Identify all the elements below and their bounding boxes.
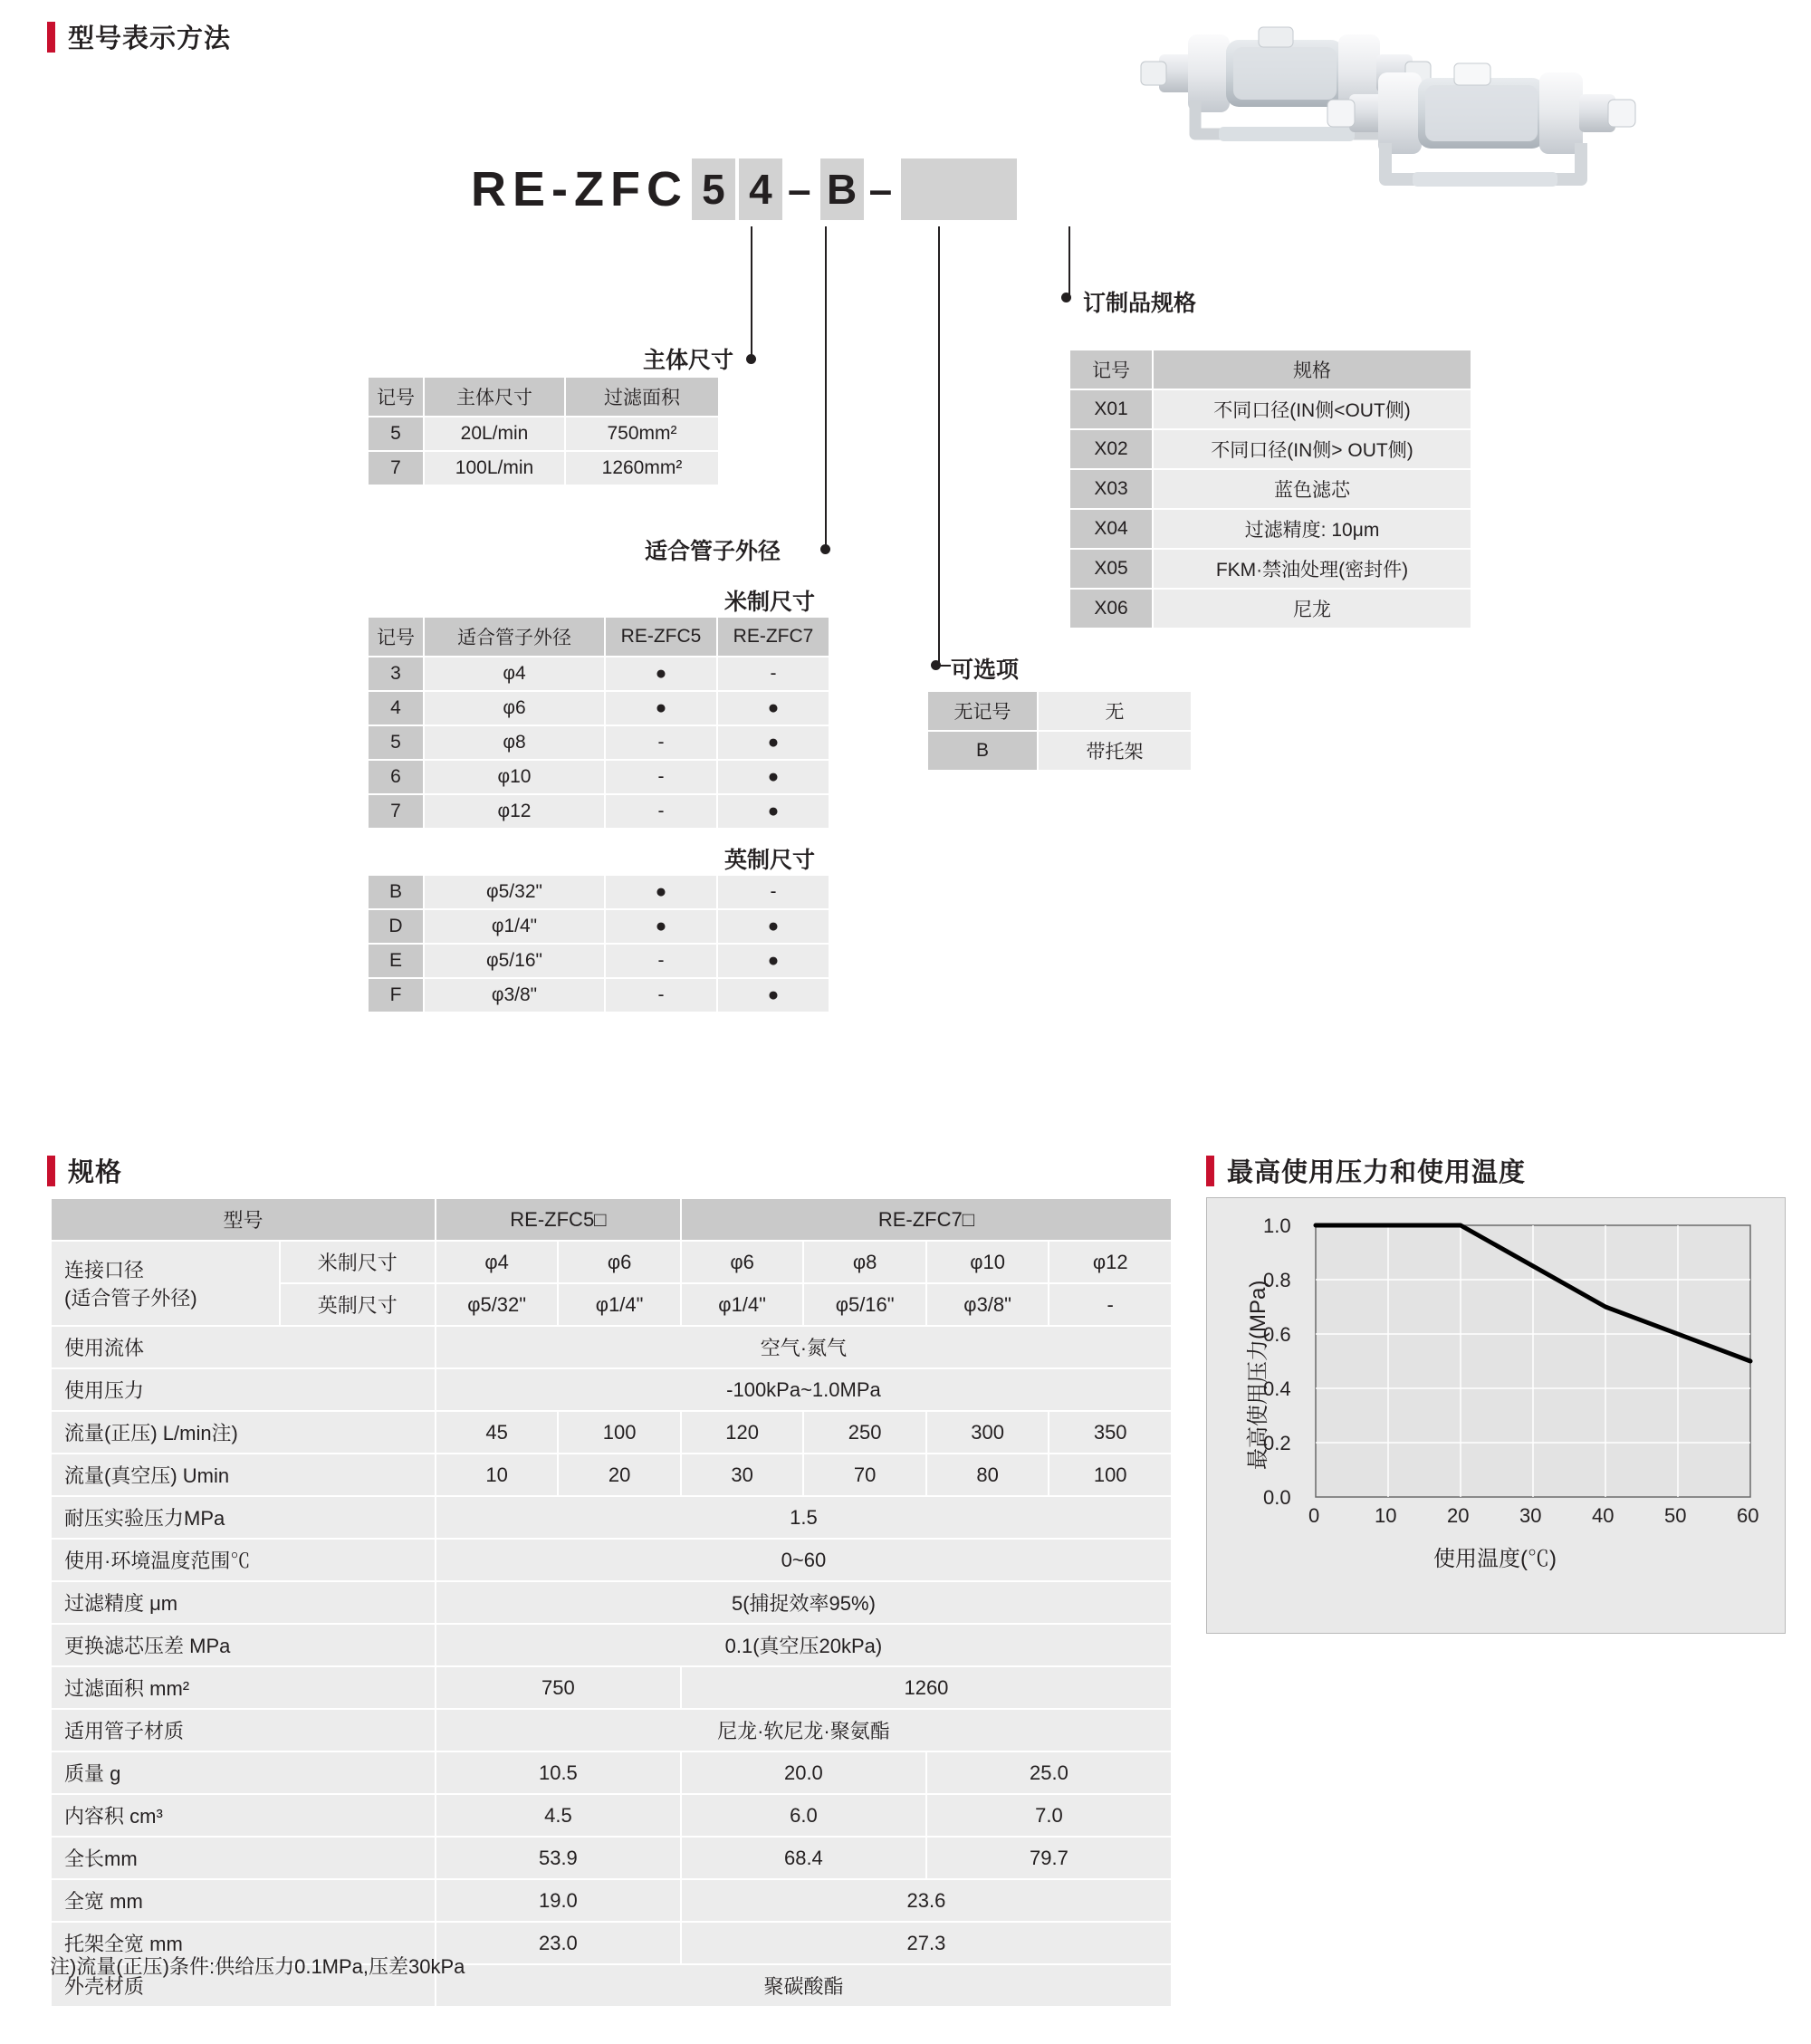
cell-avail-7: - (717, 657, 829, 691)
x-tick-0: 0 (1308, 1504, 1320, 1527)
row-label-length: 全长mm (51, 1837, 436, 1879)
row-value-flow-pos-5: 300 (926, 1411, 1049, 1454)
cell-avail-5: - (605, 760, 717, 794)
cell-option-desc: 带托架 (1038, 731, 1192, 771)
col-header-filter-area: 过滤面积 (565, 377, 719, 417)
body-size-table (367, 376, 720, 486)
table-row (51, 1751, 1172, 1794)
cell-filter-area: 1260mm² (565, 451, 719, 485)
cell-avail-7: ● (717, 944, 829, 978)
cell-inch-6: - (1049, 1283, 1172, 1326)
row-value-fluid: 空气·氮气 (436, 1326, 1172, 1368)
model-code-digit-body-size: 5 (692, 158, 735, 220)
row-value-bracket-width-2: 27.3 (681, 1922, 1172, 1964)
cell-avail-5: ● (605, 657, 717, 691)
callout-custom: 订制品规格 (1083, 291, 1197, 316)
leader-custom-dot (1061, 293, 1071, 302)
leader-body-size-vertical (751, 226, 752, 360)
row-value-flow-pos-3: 120 (681, 1411, 804, 1454)
col-header-code: 记号 (1069, 350, 1153, 389)
cell-code: B (927, 731, 1038, 771)
row-value-mass-1: 10.5 (436, 1751, 681, 1794)
row-value-flow-pos-1: 45 (436, 1411, 559, 1454)
row-value-proof-pressure: 1.5 (436, 1496, 1172, 1539)
cell-code: 5 (368, 417, 424, 451)
row-label-bracket-width: 托架全宽 mm (51, 1922, 436, 1964)
cell-avail-5: ● (605, 875, 717, 909)
table-row (1069, 389, 1471, 429)
y-tick-0-2: 0.2 (1263, 1432, 1291, 1454)
cell-code: X01 (1069, 389, 1153, 429)
row-label-flow-vacuum: 流量(真空压) Umin (51, 1454, 436, 1496)
row-label-proof-pressure: 耐压实验压力MPa (51, 1496, 436, 1539)
row-value-filtration: 5(捕捉效率95%) (436, 1581, 1172, 1624)
table-row (1069, 429, 1471, 469)
y-tick-1-0: 1.0 (1263, 1214, 1291, 1237)
table-row (927, 691, 1192, 731)
cell-spec: 不同口径(IN侧<OUT侧) (1153, 389, 1471, 429)
x-tick-60: 60 (1737, 1504, 1759, 1527)
row-label-flow-positive: 流量(正压) L/min注) (51, 1411, 436, 1454)
table-row (368, 875, 829, 909)
cell-filter-area: 750mm² (565, 417, 719, 451)
metric-tube-table (367, 616, 830, 830)
section-heading-model-code-label: 型号表示方法 (68, 24, 232, 53)
table-row (51, 1326, 1172, 1368)
callout-tube-od: 适合管子外径 (645, 539, 781, 564)
section-heading-spec-label: 规格 (68, 1158, 123, 1187)
row-value-housing-material: 聚碳酸酯 (436, 1964, 1172, 2007)
col-header-body-size: 主体尺寸 (424, 377, 565, 417)
pressure-temperature-chart (1206, 1197, 1786, 1634)
section-heading-chart (1206, 1152, 1526, 1189)
model-code-display (471, 158, 1017, 220)
row-value-flow-pos-4: 250 (803, 1411, 926, 1454)
cell-tube-od: φ5/32" (424, 875, 605, 909)
cell-code: X06 (1069, 589, 1153, 629)
cell-code: 5 (368, 725, 424, 760)
table-row (51, 1241, 1172, 1283)
leader-custom-vertical (1068, 226, 1070, 297)
section-heading-model-code (47, 18, 231, 55)
row-value-length-1: 53.9 (436, 1837, 681, 1879)
accent-bar (47, 1156, 55, 1186)
cell-code: 7 (368, 451, 424, 485)
cell-avail-7: ● (717, 725, 829, 760)
row-value-volume-3: 7.0 (926, 1794, 1172, 1837)
cell-avail-7: ● (717, 760, 829, 794)
row-value-tube-material: 尼龙·软尼龙·聚氨酯 (436, 1709, 1172, 1751)
cell-metric-6: φ12 (1049, 1241, 1172, 1283)
cell-code: D (368, 909, 424, 944)
table-header-row (368, 617, 829, 657)
port-label-line2: (适合管子外径) (64, 1287, 197, 1310)
cell-inch-3: φ1/4" (681, 1283, 804, 1326)
x-tick-40: 40 (1592, 1504, 1615, 1527)
table-row (368, 978, 829, 1012)
port-label-line1: 连接口径 (64, 1259, 145, 1281)
cell-spec: 尼龙 (1153, 589, 1471, 629)
row-value-filter-area-7: 1260 (681, 1666, 1172, 1709)
row-label-tube-material: 适用管子材质 (51, 1709, 436, 1751)
specification-table (50, 1197, 1173, 2008)
x-tick-20: 20 (1447, 1504, 1470, 1527)
row-value-flow-vac-5: 80 (926, 1454, 1049, 1496)
cell-spec: FKM·禁油处理(密封件) (1153, 549, 1471, 589)
row-label-pressure: 使用压力 (51, 1368, 436, 1411)
table-row (51, 1624, 1172, 1666)
cell-avail-5: - (605, 725, 717, 760)
table-row (1069, 509, 1471, 549)
row-value-length-2: 68.4 (681, 1837, 926, 1879)
table-row (51, 1837, 1172, 1879)
cell-code: 3 (368, 657, 424, 691)
row-label-mass: 质量 g (51, 1751, 436, 1794)
cell-tube-od: φ6 (424, 691, 605, 725)
model-code-prefix: RE-ZFC (471, 162, 688, 216)
row-value-bracket-width-1: 23.0 (436, 1922, 681, 1964)
table-row (51, 1879, 1172, 1922)
table-row (51, 1411, 1172, 1454)
row-value-filter-area-5: 750 (436, 1666, 681, 1709)
col-header-model: 型号 (51, 1198, 436, 1241)
row-value-flow-vac-2: 20 (558, 1454, 681, 1496)
callout-body-size: 主体尺寸 (643, 348, 734, 373)
cell-tube-od: φ4 (424, 657, 605, 691)
table-row (51, 1539, 1172, 1581)
chart-x-axis-title: 使用温度(℃) (1433, 1547, 1557, 1571)
cell-inch-2: φ1/4" (558, 1283, 681, 1326)
y-tick-0-4: 0.4 (1263, 1377, 1291, 1400)
row-label-temp-range: 使用·环境温度范围℃ (51, 1539, 436, 1581)
table-row (368, 794, 829, 829)
col-header-spec: 规格 (1153, 350, 1471, 389)
y-tick-0-8: 0.8 (1263, 1269, 1291, 1291)
table-row (51, 1496, 1172, 1539)
leader-body-size-dot (746, 354, 756, 364)
row-value-flow-vac-1: 10 (436, 1454, 559, 1496)
cell-port-size-label (51, 1241, 280, 1326)
leader-option-vertical (938, 226, 940, 667)
cell-tube-od: φ12 (424, 794, 605, 829)
row-value-volume-1: 4.5 (436, 1794, 681, 1837)
cell-avail-7: ● (717, 691, 829, 725)
cell-avail-7: ● (717, 909, 829, 944)
table-row (51, 1454, 1172, 1496)
cell-tube-od: φ10 (424, 760, 605, 794)
cell-code: X03 (1069, 469, 1153, 509)
row-value-temp-range: 0~60 (436, 1539, 1172, 1581)
row-label-filter-area: 过滤面积 mm² (51, 1666, 436, 1709)
cell-code: 无记号 (927, 691, 1038, 731)
row-label-width: 全宽 mm (51, 1879, 436, 1922)
col-header-tube-od: 适合管子外径 (424, 617, 605, 657)
cell-tube-od: φ5/16" (424, 944, 605, 978)
model-code-option: B (820, 158, 864, 220)
spec-table-note: 注)流量(正压)条件:供给压力0.1MPa,压差30kPa (50, 1955, 465, 1978)
row-value-length-3: 79.7 (926, 1837, 1172, 1879)
table-row (927, 731, 1192, 771)
cell-code: 4 (368, 691, 424, 725)
row-label-housing-material: 外壳材质 (51, 1964, 436, 2007)
model-code-dash-2: – (868, 166, 893, 213)
table-header-row (368, 377, 719, 417)
custom-spec-table (1068, 349, 1472, 629)
table-row (368, 451, 719, 485)
row-label-replace-dp: 更换滤芯压差 MPa (51, 1624, 436, 1666)
inch-tube-table (367, 874, 830, 1013)
cell-code: E (368, 944, 424, 978)
cell-avail-5: - (605, 978, 717, 1012)
table-row (1069, 469, 1471, 509)
cell-code: 6 (368, 760, 424, 794)
table-row (51, 1368, 1172, 1411)
cell-metric-3: φ6 (681, 1241, 804, 1283)
row-label-fluid: 使用流体 (51, 1326, 436, 1368)
leader-option-dot (931, 660, 941, 670)
table-header-row (51, 1198, 1172, 1241)
cell-code: X04 (1069, 509, 1153, 549)
section-heading-spec (47, 1152, 122, 1189)
row-value-mass-3: 25.0 (926, 1751, 1172, 1794)
model-code-dash-1: – (787, 166, 811, 213)
model-code-custom (901, 158, 1017, 220)
cell-avail-7: ● (717, 978, 829, 1012)
cell-tube-od: φ1/4" (424, 909, 605, 944)
cell-tube-od: φ8 (424, 725, 605, 760)
callout-option: 可选项 (951, 657, 1020, 683)
cell-avail-7: ● (717, 794, 829, 829)
table-row (368, 760, 829, 794)
model-code-digit-tube-od: 4 (739, 158, 782, 220)
col-header-rezfc7: RE-ZFC7□ (681, 1198, 1172, 1241)
leader-tube-od-vertical (825, 226, 827, 551)
cell-spec: 蓝色滤芯 (1153, 469, 1471, 509)
table-row (1069, 549, 1471, 589)
cell-avail-5: - (605, 794, 717, 829)
row-label-volume: 内容积 cm³ (51, 1794, 436, 1837)
table-row (51, 1581, 1172, 1624)
cell-inch-label: 英制尺寸 (280, 1283, 436, 1326)
cell-metric-2: φ6 (558, 1241, 681, 1283)
cell-metric-label: 米制尺寸 (280, 1241, 436, 1283)
cell-metric-1: φ4 (436, 1241, 559, 1283)
callout-inch-size: 英制尺寸 (724, 848, 816, 873)
x-tick-50: 50 (1664, 1504, 1687, 1527)
row-value-flow-pos-6: 350 (1049, 1411, 1172, 1454)
table-row (1069, 589, 1471, 629)
table-row (51, 1709, 1172, 1751)
row-value-replace-dp: 0.1(真空压20kPa) (436, 1624, 1172, 1666)
col-header-rezfc5: RE-ZFC5 (605, 617, 717, 657)
accent-bar (47, 22, 55, 53)
row-label-filtration: 过滤精度 μm (51, 1581, 436, 1624)
table-row (51, 1666, 1172, 1709)
cell-spec: 过滤精度: 10μm (1153, 509, 1471, 549)
row-value-mass-2: 20.0 (681, 1751, 926, 1794)
cell-inch-1: φ5/32" (436, 1283, 559, 1326)
accent-bar (1206, 1156, 1214, 1186)
cell-body-size: 100L/min (424, 451, 565, 485)
cell-metric-4: φ8 (803, 1241, 926, 1283)
cell-code: 7 (368, 794, 424, 829)
table-header-row (1069, 350, 1471, 389)
cell-spec: 不同口径(IN侧> OUT侧) (1153, 429, 1471, 469)
cell-avail-5: - (605, 944, 717, 978)
cell-option-desc: 无 (1038, 691, 1192, 731)
col-header-code: 记号 (368, 377, 424, 417)
table-row (368, 725, 829, 760)
row-value-pressure: -100kPa~1.0MPa (436, 1368, 1172, 1411)
x-tick-10: 10 (1375, 1504, 1397, 1527)
y-tick-0-0: 0.0 (1263, 1486, 1291, 1509)
y-tick-0-6: 0.6 (1263, 1323, 1291, 1346)
cell-avail-7: - (717, 875, 829, 909)
row-value-flow-vac-3: 30 (681, 1454, 804, 1496)
row-value-width-1: 19.0 (436, 1879, 681, 1922)
option-table (926, 690, 1193, 772)
cell-avail-5: ● (605, 909, 717, 944)
col-header-rezfc7: RE-ZFC7 (717, 617, 829, 657)
cell-body-size: 20L/min (424, 417, 565, 451)
table-row (368, 691, 829, 725)
cell-metric-5: φ10 (926, 1241, 1049, 1283)
row-value-flow-vac-4: 70 (803, 1454, 926, 1496)
cell-code: B (368, 875, 424, 909)
cell-inch-4: φ5/16" (803, 1283, 926, 1326)
row-value-width-2: 23.6 (681, 1879, 1172, 1922)
cell-tube-od: φ3/8" (424, 978, 605, 1012)
cell-code: F (368, 978, 424, 1012)
table-row (368, 657, 829, 691)
cell-avail-5: ● (605, 691, 717, 725)
x-tick-30: 30 (1519, 1504, 1542, 1527)
leader-tube-od-dot (820, 544, 830, 554)
section-heading-chart-label: 最高使用压力和使用温度 (1227, 1158, 1527, 1187)
product-photo (1132, 0, 1811, 240)
table-row (51, 1794, 1172, 1837)
row-value-flow-vac-6: 100 (1049, 1454, 1172, 1496)
callout-metric-size: 米制尺寸 (724, 590, 816, 615)
table-row (368, 417, 719, 451)
cell-inch-5: φ3/8" (926, 1283, 1049, 1326)
table-row (368, 909, 829, 944)
table-row (368, 944, 829, 978)
cell-code: X05 (1069, 549, 1153, 589)
cell-code: X02 (1069, 429, 1153, 469)
col-header-rezfc5: RE-ZFC5□ (436, 1198, 681, 1241)
chart-y-axis-title: 最高使用压力(MPa) (1246, 1280, 1270, 1470)
col-header-code: 记号 (368, 617, 424, 657)
row-value-flow-pos-2: 100 (558, 1411, 681, 1454)
row-value-volume-2: 6.0 (681, 1794, 926, 1837)
